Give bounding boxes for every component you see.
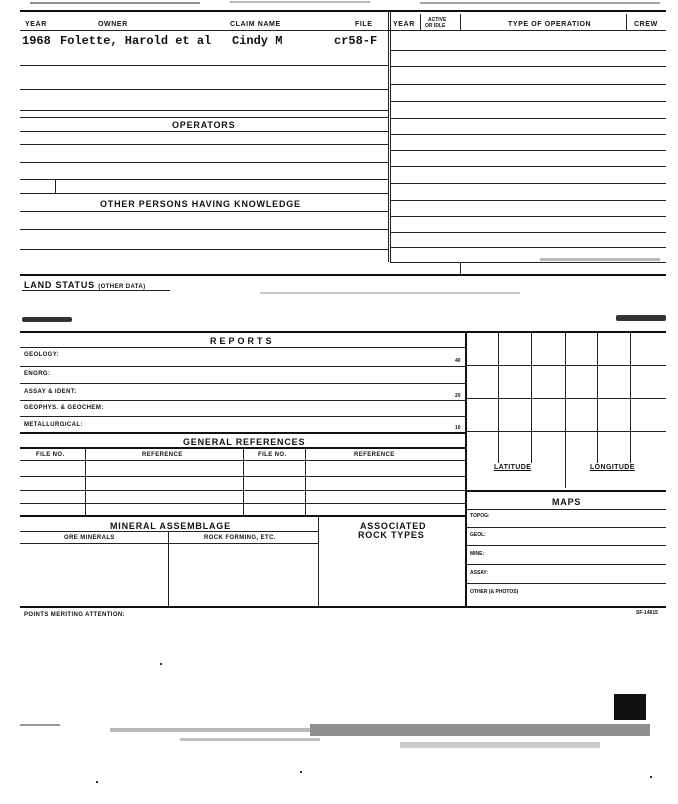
entry-claim-name: Cindy M bbox=[232, 34, 283, 48]
scan-artifact bbox=[310, 724, 650, 736]
ruled-line bbox=[390, 216, 666, 217]
col-separator bbox=[420, 14, 421, 30]
maps-rule bbox=[466, 509, 666, 510]
entry-file: cr58-F bbox=[334, 34, 378, 48]
land-status-title bbox=[24, 280, 146, 290]
mineral-rule bbox=[20, 531, 318, 532]
ruled-line bbox=[390, 101, 666, 102]
scan-artifact bbox=[96, 781, 98, 783]
scan-artifact bbox=[616, 315, 666, 321]
header-bottom-rule bbox=[20, 30, 666, 31]
ruled-line bbox=[390, 247, 666, 248]
scan-artifact bbox=[160, 663, 162, 665]
operators-title: OPERATORS bbox=[172, 120, 236, 130]
maps-other-photos: OTHER (& PHOTOS) bbox=[470, 589, 519, 595]
ruled-line bbox=[20, 543, 318, 544]
ref-col-reference-2: REFERENCE bbox=[354, 452, 395, 458]
maps-assay: ASSAY: bbox=[470, 570, 489, 576]
scan-artifact bbox=[180, 738, 320, 741]
header-year: YEAR bbox=[25, 21, 47, 28]
header-file: FILE bbox=[355, 21, 373, 28]
ruled-line bbox=[20, 249, 388, 250]
header-type-of-operation: TYPE OF OPERATION bbox=[508, 21, 592, 28]
ruled-line bbox=[20, 162, 388, 163]
report-engrg: ENGRG: bbox=[24, 371, 51, 377]
col-separator bbox=[243, 447, 244, 515]
scan-artifact bbox=[420, 2, 660, 4]
ruled-line bbox=[390, 50, 666, 51]
header-claim-name: CLAIM NAME bbox=[230, 21, 281, 28]
operators-rule bbox=[20, 131, 388, 132]
reports-title: REPORTS bbox=[210, 336, 275, 346]
scan-artifact bbox=[30, 2, 200, 4]
ruled-line bbox=[390, 118, 666, 119]
lower-section-bottom-rule bbox=[20, 606, 666, 608]
ref-col-reference-1: REFERENCE bbox=[142, 452, 183, 458]
ruled-line bbox=[390, 84, 666, 85]
header-owner: OWNER bbox=[98, 21, 128, 28]
col-separator bbox=[626, 14, 627, 30]
grid-line bbox=[466, 431, 666, 432]
report-assay-ident: ASSAY & IDENT: bbox=[24, 389, 77, 395]
maps-top-rule bbox=[466, 490, 666, 492]
ruled-line bbox=[390, 232, 666, 233]
land-status-sub: (OTHER DATA) bbox=[98, 284, 146, 290]
maps-mine: MINE: bbox=[470, 551, 485, 557]
land-status-label: LAND STATUS bbox=[24, 280, 95, 290]
scan-artifact bbox=[260, 292, 520, 294]
ruled-line bbox=[390, 166, 666, 167]
maps-topog: TOPOG: bbox=[470, 513, 490, 519]
points-meriting-attention: POINTS MERITING ATTENTION: bbox=[24, 612, 126, 618]
scan-artifact bbox=[614, 694, 646, 720]
col-separator bbox=[55, 179, 56, 193]
associated-rock-types-line2: ROCK TYPES bbox=[358, 530, 425, 540]
report-metallurgical: METALLURGICAL: bbox=[24, 422, 83, 428]
rock-forming-label: ROCK FORMING, ETC. bbox=[204, 535, 276, 541]
grid-line bbox=[466, 365, 666, 366]
other-persons-title: OTHER PERSONS HAVING KNOWLEDGE bbox=[100, 199, 301, 209]
ruled-line bbox=[20, 89, 388, 90]
header-crew: CREW bbox=[634, 21, 658, 28]
col-separator bbox=[168, 531, 169, 606]
scan-artifact bbox=[650, 776, 652, 778]
general-references-title: GENERAL REFERENCES bbox=[183, 437, 306, 447]
reports-bottom-rule bbox=[20, 432, 465, 434]
scan-artifact bbox=[20, 724, 60, 726]
operators-top-rule bbox=[20, 117, 388, 118]
report-geology: GEOLOGY: bbox=[24, 352, 60, 358]
mineral-assemblage-title: MINERAL ASSEMBLAGE bbox=[110, 521, 231, 531]
scan-artifact bbox=[22, 317, 72, 322]
ruled-line bbox=[466, 564, 666, 565]
ruled-line bbox=[390, 134, 666, 135]
reports-rule bbox=[20, 347, 465, 348]
reports-top-rule bbox=[20, 331, 666, 333]
ore-minerals-label: ORE MINERALS bbox=[64, 535, 115, 541]
col-separator bbox=[460, 262, 461, 274]
header-or-idle: OR IDLE bbox=[425, 23, 446, 29]
report-geophys-geochem: GEOPHYS. & GEOCHEM: bbox=[24, 405, 104, 411]
ruled-line bbox=[20, 490, 465, 491]
ruled-line bbox=[390, 183, 666, 184]
scan-artifact bbox=[540, 258, 660, 261]
land-status-underline bbox=[22, 290, 170, 291]
header-active: ACTIVE bbox=[428, 17, 447, 23]
ruled-line bbox=[20, 144, 388, 145]
ruled-line bbox=[20, 476, 465, 477]
ruled-line bbox=[466, 583, 666, 584]
ruled-line bbox=[20, 503, 465, 504]
col-separator bbox=[305, 447, 306, 515]
latitude-label: LATITUDE bbox=[494, 464, 532, 471]
ruled-line bbox=[390, 262, 666, 263]
scan-artifact bbox=[300, 771, 302, 773]
grid-line bbox=[466, 398, 666, 399]
general-references-bottom-rule bbox=[20, 515, 465, 517]
margin-number: 40 bbox=[455, 358, 461, 364]
ruled-line bbox=[466, 527, 666, 528]
form-number: SF-14615 bbox=[636, 610, 658, 616]
ruled-line bbox=[20, 400, 465, 401]
entry-owner: Folette, Harold et al bbox=[60, 34, 212, 48]
ruled-line bbox=[20, 193, 388, 194]
other-persons-rule bbox=[20, 211, 388, 212]
ref-col-file-no-2: FILE NO. bbox=[258, 452, 287, 458]
scan-artifact bbox=[230, 1, 370, 3]
col-separator bbox=[318, 515, 319, 606]
entry-year: 1968 bbox=[22, 34, 51, 48]
ruled-line bbox=[20, 229, 388, 230]
ruled-line bbox=[20, 110, 388, 111]
scan-artifact bbox=[110, 728, 310, 732]
col-separator bbox=[85, 447, 86, 515]
ruled-line bbox=[20, 65, 388, 66]
ruled-line bbox=[20, 179, 388, 180]
grid-line bbox=[565, 333, 566, 488]
ruled-line bbox=[390, 66, 666, 67]
upper-section-bottom-rule bbox=[20, 274, 666, 276]
maps-geol: GEOL: bbox=[470, 532, 486, 538]
ruled-line bbox=[390, 150, 666, 151]
ruled-line bbox=[466, 545, 666, 546]
ruled-line bbox=[20, 366, 465, 367]
ref-col-file-no-1: FILE NO. bbox=[36, 452, 65, 458]
ruled-line bbox=[20, 383, 465, 384]
maps-title: MAPS bbox=[552, 497, 582, 507]
ruled-line bbox=[20, 416, 465, 417]
header-top-rule bbox=[20, 10, 666, 12]
col-separator bbox=[460, 14, 461, 30]
header-year-right: YEAR bbox=[393, 21, 415, 28]
ruled-line bbox=[390, 200, 666, 201]
scan-artifact bbox=[400, 742, 600, 748]
left-right-divider bbox=[388, 12, 389, 262]
margin-number: 20 bbox=[455, 393, 461, 399]
associated-rock-types-line1: ASSOCIATED bbox=[360, 521, 427, 531]
longitude-label: LONGITUDE bbox=[590, 464, 635, 471]
margin-number: 10 bbox=[455, 425, 461, 431]
